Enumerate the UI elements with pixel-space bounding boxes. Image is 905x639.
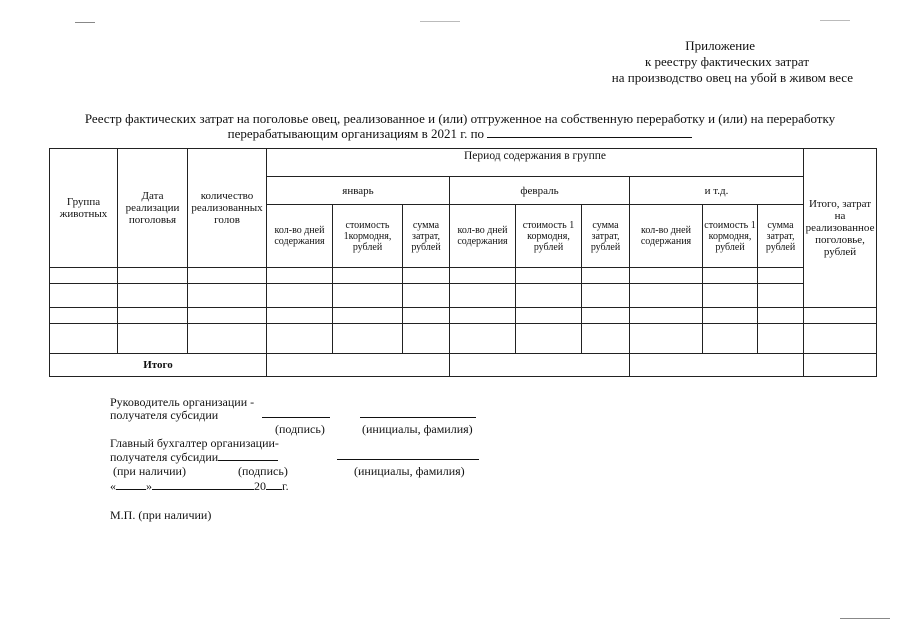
sub-cost-feb: стоимость 1 кормодня, рублей [516, 205, 582, 268]
appendix-line2: к реестру фактических затрат [644, 54, 809, 69]
accountant-initials-caption: (инициалы, фамилия) [354, 464, 465, 478]
table-row [50, 268, 877, 284]
itogo-row [50, 354, 877, 377]
sub-days-jan: кол-во дней содержания [267, 205, 333, 268]
scan-mark [75, 22, 95, 23]
accountant-sign-caption: (подпись) [238, 464, 288, 478]
sub-sum-feb: сумма затрат, рублей [582, 205, 630, 268]
accountant-line2 [110, 450, 278, 464]
table-row [50, 284, 877, 308]
scan-mark [840, 618, 890, 619]
table-row [50, 308, 877, 324]
stamp-place: М.П. (при наличии) [110, 508, 212, 522]
table-row [50, 324, 877, 354]
if-any-caption: (при наличии) [113, 464, 186, 478]
accountant-line2-text: получателя субсидии [110, 450, 219, 464]
title-line2-text: перерабатывающим организациям в 2021 г. по [227, 126, 485, 141]
document-title [40, 111, 880, 141]
sub-sum-etc: сумма затрат, рублей [758, 205, 804, 268]
scan-mark [820, 20, 850, 21]
head-line2: получателя субсидии [110, 408, 219, 422]
date-line [110, 479, 289, 493]
header-date: Дата реализации поголовья [118, 149, 188, 268]
sub-sum-jan: сумма затрат, рублей [403, 205, 450, 268]
header-count: количество реализованных голов [188, 149, 267, 268]
head-sign-blank [262, 407, 330, 421]
sub-days-etc: кол-во дней содержания [630, 205, 703, 268]
year-prefix: 20 [254, 479, 266, 493]
accountant-initials-blank [337, 449, 479, 463]
title-line1: Реестр фактических затрат на поголовье овец, реализованное и (или) отгруженное на собственную переработку и (или) на переработку [84, 111, 836, 126]
date-open-quote: « [110, 479, 116, 493]
title-line2 [40, 126, 880, 141]
organization-blank [487, 126, 692, 138]
registry-table [49, 148, 877, 377]
sub-days-feb: кол-во дней содержания [450, 205, 516, 268]
head-sign-caption: (подпись) [275, 422, 325, 436]
header-period: Период содержания в группе [267, 149, 804, 177]
head-initials-blank [360, 407, 476, 421]
head-line1: Руководитель организации - [110, 395, 255, 409]
header-month-etc: и т.д. [630, 177, 804, 205]
sub-cost-jan: стоимость 1кормодня, рублей [333, 205, 403, 268]
head-initials-caption: (инициалы, фамилия) [362, 422, 473, 436]
header-total: Итого, затрат на реализованное поголовье, рублей [804, 149, 877, 308]
header-row-1 [50, 149, 877, 177]
date-close-quote: » [146, 479, 152, 493]
header-month-jan: январь [267, 177, 450, 205]
appendix-line1: Приложение [685, 38, 755, 53]
scan-mark [420, 21, 460, 22]
appendix-header [533, 38, 853, 86]
appendix-line3: на производство овец на убой в живом весе [611, 70, 853, 85]
header-month-feb: февраль [450, 177, 630, 205]
itogo-label: Итого [50, 354, 267, 377]
sub-cost-etc: стоимость 1 кормодня, рублей [703, 205, 758, 268]
header-group: Группа животных [50, 149, 118, 268]
accountant-line1: Главный бухгалтер организации- [110, 436, 279, 450]
year-suffix: г. [282, 479, 289, 493]
